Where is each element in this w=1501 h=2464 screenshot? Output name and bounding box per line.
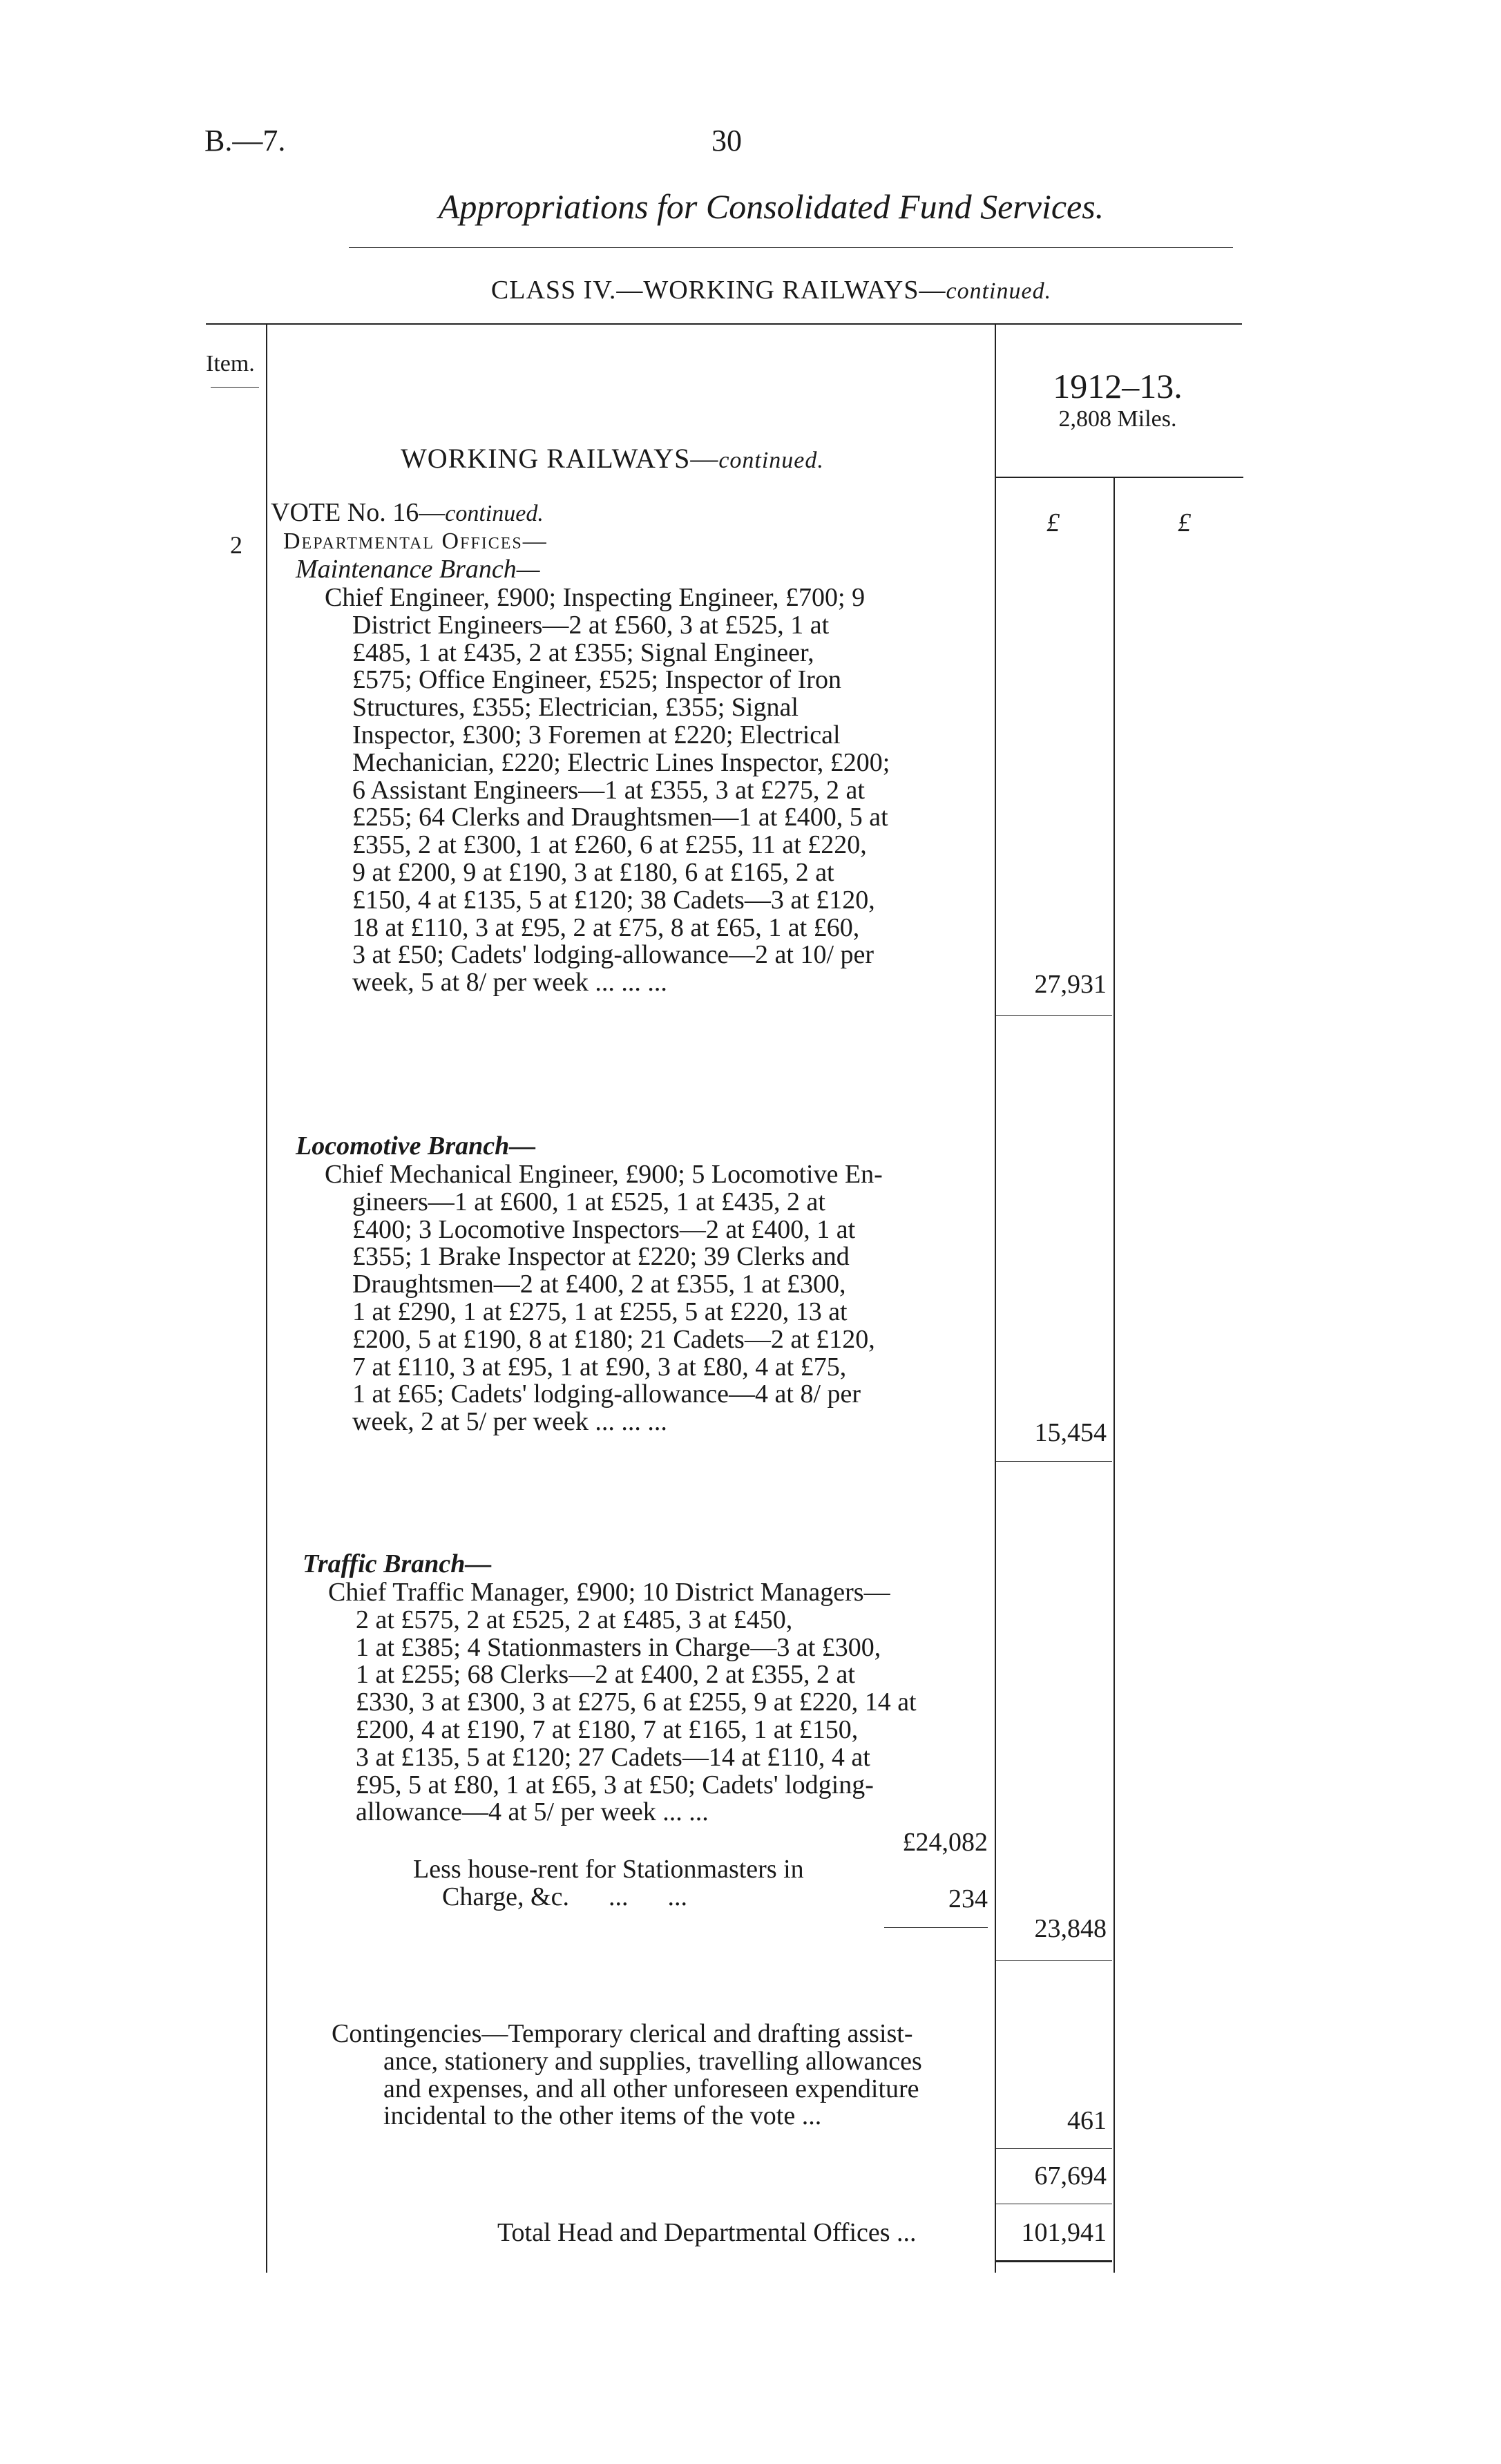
amount-column-left-rule [995,325,996,2273]
vote-label [271,499,544,528]
text-line: 1 at £290, 1 at £275, 1 at £255, 5 at £220, 13 at [352,1297,848,1326]
locomotive-amount: 15,454 [1034,1418,1107,1447]
text-line: Contingencies—Temporary clerical and drafting assist- [332,2019,913,2048]
amount-column-mid-rule [1113,477,1115,2273]
locomotive-branch-heading: Locomotive Branch— [296,1131,536,1161]
maintenance-branch-details [325,583,988,997]
text-line: gineers—1 at £600, 1 at £525, 1 at £435, 2 at [352,1187,825,1216]
text-line: Inspector, £300; 3 Foremen at £220; Electrical [352,720,841,749]
text-line: Chief Traffic Manager, £900; 10 District Managers— [328,1578,890,1607]
text-line: District Engineers—2 at £560, 3 at £525, 1 at [352,610,830,640]
text-line: allowance—4 at 5/ per week ... ... [356,1797,709,1827]
less-house-rent-amount: 234 [948,1884,988,1913]
text-line: £200, 5 at £190, 8 at £180; 21 Cadets—2 at £120, [352,1324,875,1354]
traffic-amount: 23,848 [1034,1914,1107,1943]
contingencies-details [332,2019,991,2131]
title-rule [349,247,1233,248]
text-line: 7 at £110, 3 at £95, 1 at £90, 3 at £80, 4 at £75, [352,1352,847,1382]
text-line: £355, 2 at £300, 1 at £260, 6 at £255, 11 at £220, [352,830,867,860]
text-line: week, 5 at 8/ per week ... ... ... [352,968,667,997]
fiscal-year: 1912–13. [1053,367,1183,405]
locomotive-amount-rule [996,1461,1112,1462]
header-bottom-rule [995,477,1243,478]
total-label: Total Head and Departmental Offices ... [497,2218,917,2247]
locomotive-branch-details [325,1160,988,1437]
text-line: and expenses, and all other unforeseen expenditure [383,2074,919,2103]
text-line: 1 at £385; 4 Stationmasters in Charge—3 at £300, [356,1632,881,1662]
text-line: Draughtsmen—2 at £400, 2 at £355, 1 at £300, [352,1270,846,1299]
text-line: 6 Assistant Engineers—1 at £355, 3 at £275, 2 at [352,775,865,805]
text-line: Structures, £355; Electrician, £355; Signal [352,693,799,723]
contingencies-amount: 461 [1067,2106,1107,2135]
page-number: 30 [711,124,742,157]
class-title-continued: continued. [946,278,1052,304]
section-title-continued: continued. [718,448,824,473]
traffic-branch-details [328,1578,988,1827]
text-line: 3 at £50; Cadets' lodging-allowance—2 at 10/ per [352,940,874,970]
text-line: £330, 3 at £300, 3 at £275, 6 at £255, 9 at £220, 14 at [356,1688,917,1717]
text-line: Chief Engineer, £900; Inspecting Engineer, £700; 9 [325,583,866,612]
text-line: £485, 1 at £435, 2 at £355; Signal Engineer, [352,638,814,667]
item-label-underline [211,387,259,388]
text-line: 1 at £255; 68 Clerks—2 at £400, 2 at £355, 2 at [356,1660,855,1690]
vote-label-continued: continued. [445,501,544,526]
railway-miles: 2,808 Miles. [1058,406,1177,432]
text-line: Mechanician, £220; Electric Lines Inspector, £200; [352,747,890,777]
contingencies-amount-rule [996,2148,1112,2149]
vote-label-text: VOTE No. 16— [271,498,446,527]
maintenance-amount: 27,931 [1034,970,1107,999]
text-line: 18 at £110, 3 at £95, 2 at £75, 8 at £65, 1 at £60, [352,913,860,942]
currency-symbol-1: £ [1046,508,1060,537]
traffic-inner-rule [884,1927,988,1928]
text-line: 3 at £135, 5 at £120; 27 Cadets—14 at £110, 4 at [356,1742,870,1772]
class-title-text: CLASS IV.—WORKING RAILWAYS— [490,276,946,305]
less-house-rent-line-2: Charge, &c. ... ... [442,1882,687,1911]
currency-symbol-2: £ [1178,508,1191,537]
maintenance-branch-heading: Maintenance Branch— [296,555,540,584]
text-line: £255; 64 Clerks and Draughtsmen—1 at £400, 5 at [352,803,888,832]
item-column-label: Item. [206,351,255,376]
less-house-rent-line-1: Less house-rent for Stationmasters in [413,1855,804,1884]
table-top-rule [206,323,1242,325]
text-line: 2 at £575, 2 at £525, 2 at £485, 3 at £450, [356,1605,793,1634]
section-title [401,442,824,475]
section-title-text: WORKING RAILWAYS— [401,443,719,474]
text-line: £200, 4 at £190, 7 at £180, 7 at £165, 1 at £150, [356,1715,859,1744]
item-column-rule [266,325,267,2273]
text-line: £95, 5 at £80, 1 at £65, 3 at £50; Cadets' lodging- [356,1770,874,1799]
page-title: Appropriations for Consolidated Fund Services. [438,187,1105,226]
text-line: week, 2 at 5/ per week ... ... ... [352,1407,667,1437]
text-line: incidental to the other items of the vote ... [383,2101,822,2131]
departmental-subtotal: 67,694 [1034,2161,1107,2190]
grand-total: 101,941 [1021,2218,1107,2247]
traffic-branch-heading: Traffic Branch— [303,1549,492,1578]
document-reference: B.—7. [204,124,286,157]
traffic-subtotal: £24,082 [902,1828,988,1857]
grand-total-rule [996,2260,1112,2262]
item-number: 2 [230,531,242,559]
text-line: 1 at £65; Cadets' lodging-allowance—4 at 8/ per [352,1379,861,1409]
class-title [0,275,1501,305]
text-line: £150, 4 at £135, 5 at £120; 38 Cadets—3 at £120, [352,885,875,915]
maintenance-amount-rule [996,1015,1112,1016]
department-heading: Departmental Offices— [283,528,548,554]
text-line: £575; Office Engineer, £525; Inspector of Iron [352,665,841,695]
text-line: Chief Mechanical Engineer, £900; 5 Locomotive En- [325,1160,883,1189]
text-line: £400; 3 Locomotive Inspectors—2 at £400, 1 at [352,1214,856,1244]
traffic-amount-rule [996,1960,1112,1961]
text-line: £355; 1 Brake Inspector at £220; 39 Clerks and [352,1242,850,1272]
text-line: 9 at £200, 9 at £190, 3 at £180, 6 at £165, 2 at [352,857,834,887]
text-line: ance, stationery and supplies, travelling allowances [383,2046,922,2076]
